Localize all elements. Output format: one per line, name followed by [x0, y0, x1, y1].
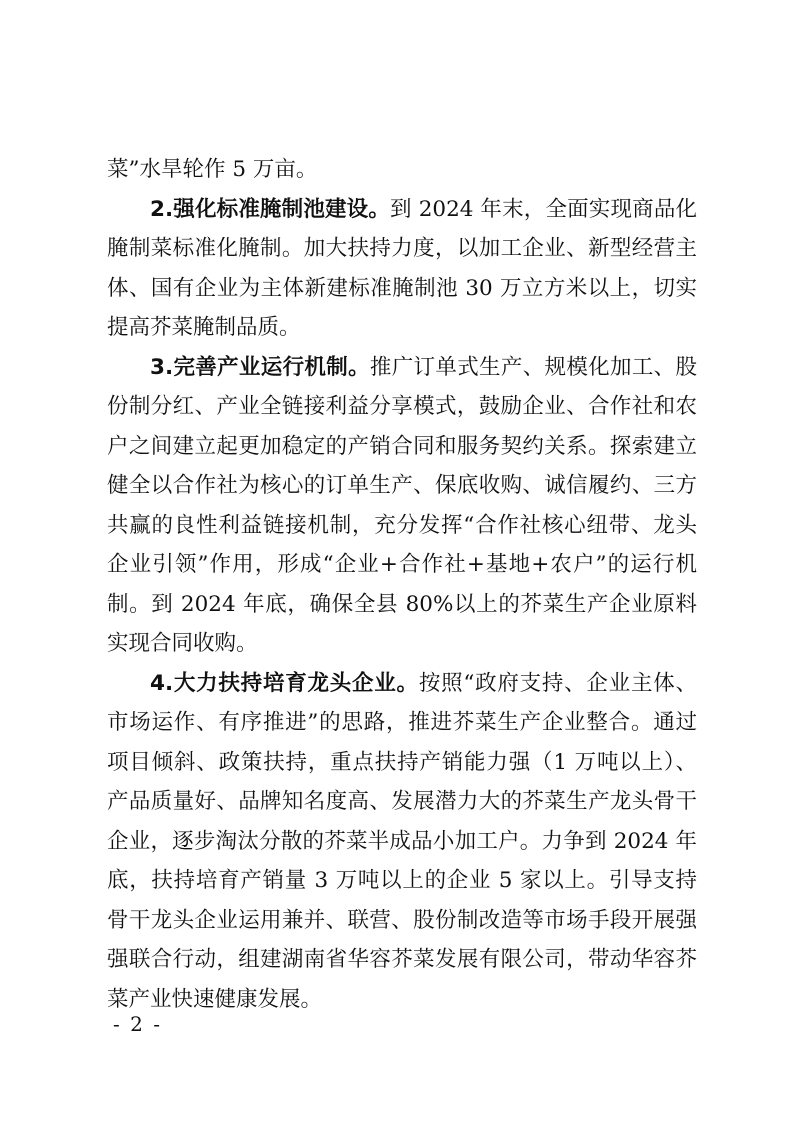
- paragraph-4-heading: 4.大力扶持培育龙头企业。: [150, 670, 419, 696]
- paragraph-2: [107, 190, 697, 348]
- paragraph-2-body: 到 2024 年末，全面实现商品化腌制菜标准化腌制。加大扶持力度，以加工企业、新型经营主体、国有企业为主体新建标准腌制池 30 万立方米以上，切实提高芥菜腌制品质。: [107, 196, 697, 340]
- document-body: [107, 150, 697, 1019]
- page-number: - 2 -: [113, 1012, 162, 1036]
- paragraph-3-body: 推广订单式生产、规模化加工、股份制分红、产业全链接利益分享模式，鼓励企业、合作社和农户之间建立起更加稳定的产销合同和服务契约关系。探索建立健全以合作社为核心的订单生产、保底收购、诚信履约、三方共赢的良性利益链接机制，充分发挥“合作社核心纽带、龙头企业引领”作用，形成“企业+合作社+基地+农户”的运行机制。到 2024 年底，确保全县 80%以上的芥菜生产企业原料实现合同收购。: [107, 354, 697, 656]
- paragraph-4-body: 按照“政府支持、企业主体、市场运作、有序推进”的思路，推进芥菜生产企业整合。通过项目倾斜、政策扶持，重点扶持产销能力强（1 万吨以上）、产品质量好、品牌知名度高、发展潜力大的芥菜生产龙头骨干企业，逐步淘汰分散的芥菜半成品小加工户。力争到 2024 年底，扶持培育产销量 3 万吨以上的企业 5 家以上。引导支持骨干龙头企业运用兼并、联营、股份制改造等市场手段开展强强联合行动，组建湖南省华容芥菜发展有限公司，带动华容芥菜产业快速健康发展。: [107, 670, 697, 1012]
- paragraph-2-heading: 2.强化标准腌制池建设。: [150, 196, 391, 222]
- lead-text: 菜”水旱轮作 5 万亩。: [107, 157, 318, 182]
- paragraph-3-heading: 3.完善产业运行机制。: [150, 354, 370, 380]
- paragraph-4: [107, 664, 697, 1020]
- paragraph-3: [107, 348, 697, 664]
